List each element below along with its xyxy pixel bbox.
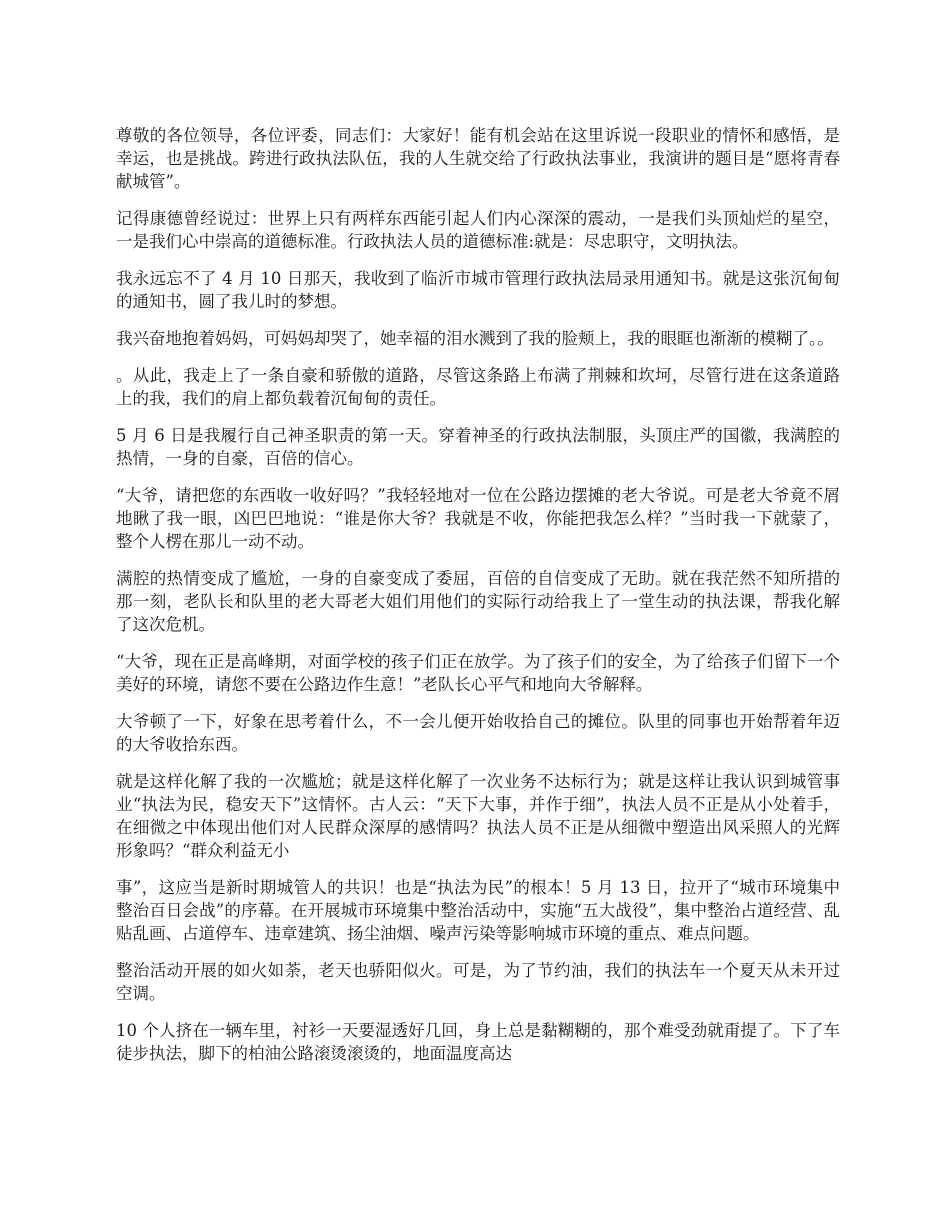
paragraph: 整治活动开展的如火如荼，老天也骄阳似火。可是，为了节约油，我们的执法车一个夏天从未开过空调。 xyxy=(116,961,840,1003)
paragraph: 就是这样化解了我的一次尴尬；就是这样化解了一次业务不达标行为；就是这样让我认识到城管事业“执法为民，稳安天下”这情怀。古人云：“天下大事，并作于细”，执法人员不正是从小处着手，在细微之中体现出他们对人民群众深厚的感情吗？执法人员不正是从细微中塑造出风采照人的光辉形象吗？“群众利益无小 xyxy=(116,772,840,860)
document-body xyxy=(116,124,840,1079)
paragraph: “大爷，请把您的东西收一收好吗？”我轻轻地对一位在公路边摆摊的老大爷说。可是老大爷竟不屑地瞅了我一眼，凶巴巴地说：“谁是你大爷？我就是不收，你能把我怎么样？”当时我一下就蒙了，整个人楞在那儿一动不动。 xyxy=(116,486,840,551)
paragraph: 事”，这应当是新时期城管人的共识！也是“执法为民”的根本！5 月 13 日，拉开了“城市环境集中整治百日会战”的序幕。在开展城市环境集中整治活动中，实施“五大战役”，集中整治占道经营、乱贴乱画、占道停车、违章建筑、扬尘油烟、噪声污染等影响城市环境的重点、难点问题。 xyxy=(116,878,840,943)
paragraph: 我永远忘不了 4 月 10 日那天，我收到了临沂市城市管理行政执法局录用通知书。就是这张沉甸甸的通知书，圆了我儿时的梦想。 xyxy=(116,269,840,311)
paragraph: 。从此，我走上了一条自豪和骄傲的道路，尽管这条路上布满了荆棘和坎坷，尽管行进在这条道路上的我，我们的肩上都负载着沉甸甸的责任。 xyxy=(116,366,840,408)
paragraph: 尊敬的各位领导，各位评委，同志们：大家好！能有机会站在这里诉说一段职业的情怀和感悟，是幸运，也是挑战。跨进行政执法队伍，我的人生就交给了行政执法事业，我演讲的题目是“愿将青春献城管”。 xyxy=(116,126,840,191)
paragraph: 5 月 6 日是我履行自己神圣职责的第一天。穿着神圣的行政执法制服，头顶庄严的国徽，我满腔的热情，一身的自豪，百倍的信心。 xyxy=(116,426,840,468)
paragraph: 记得康德曾经说过：世界上只有两样东西能引起人们内心深深的震动，一是我们头顶灿烂的星空，一是我们心中崇高的道德标准。行政执法人员的道德标准:就是：尽忠职守，文明执法。 xyxy=(116,209,840,251)
paragraph: “大爷，现在正是高峰期，对面学校的孩子们正在放学。为了孩子们的安全，为了给孩子们留下一个美好的环境，请您不要在公路边作生意！”老队长心平气和地向大爷解释。 xyxy=(116,652,840,694)
paragraph: 大爷顿了一下，好象在思考着什么，不一会儿便开始收拾自己的摊位。队里的同事也开始帮着年迈的大爷收拾东西。 xyxy=(116,712,840,754)
paragraph: 满腔的热情变成了尴尬，一身的自豪变成了委屈，百倍的自信变成了无助。就在我茫然不知所措的那一刻，老队长和队里的老大哥老大姐们用他们的实际行动给我上了一堂生动的执法课，帮我化解了这次危机。 xyxy=(116,569,840,634)
paragraph: 10 个人挤在一辆车里，衬衫一天要湿透好几回，身上总是黏糊糊的，那个难受劲就甭提了。下了车徒步执法，脚下的柏油公路滚烫滚烫的，地面温度高达 xyxy=(116,1021,840,1063)
paragraph: 我兴奋地抱着妈妈，可妈妈却哭了，她幸福的泪水溅到了我的脸颊上，我的眼眶也渐渐的模糊了。。 xyxy=(116,329,834,348)
